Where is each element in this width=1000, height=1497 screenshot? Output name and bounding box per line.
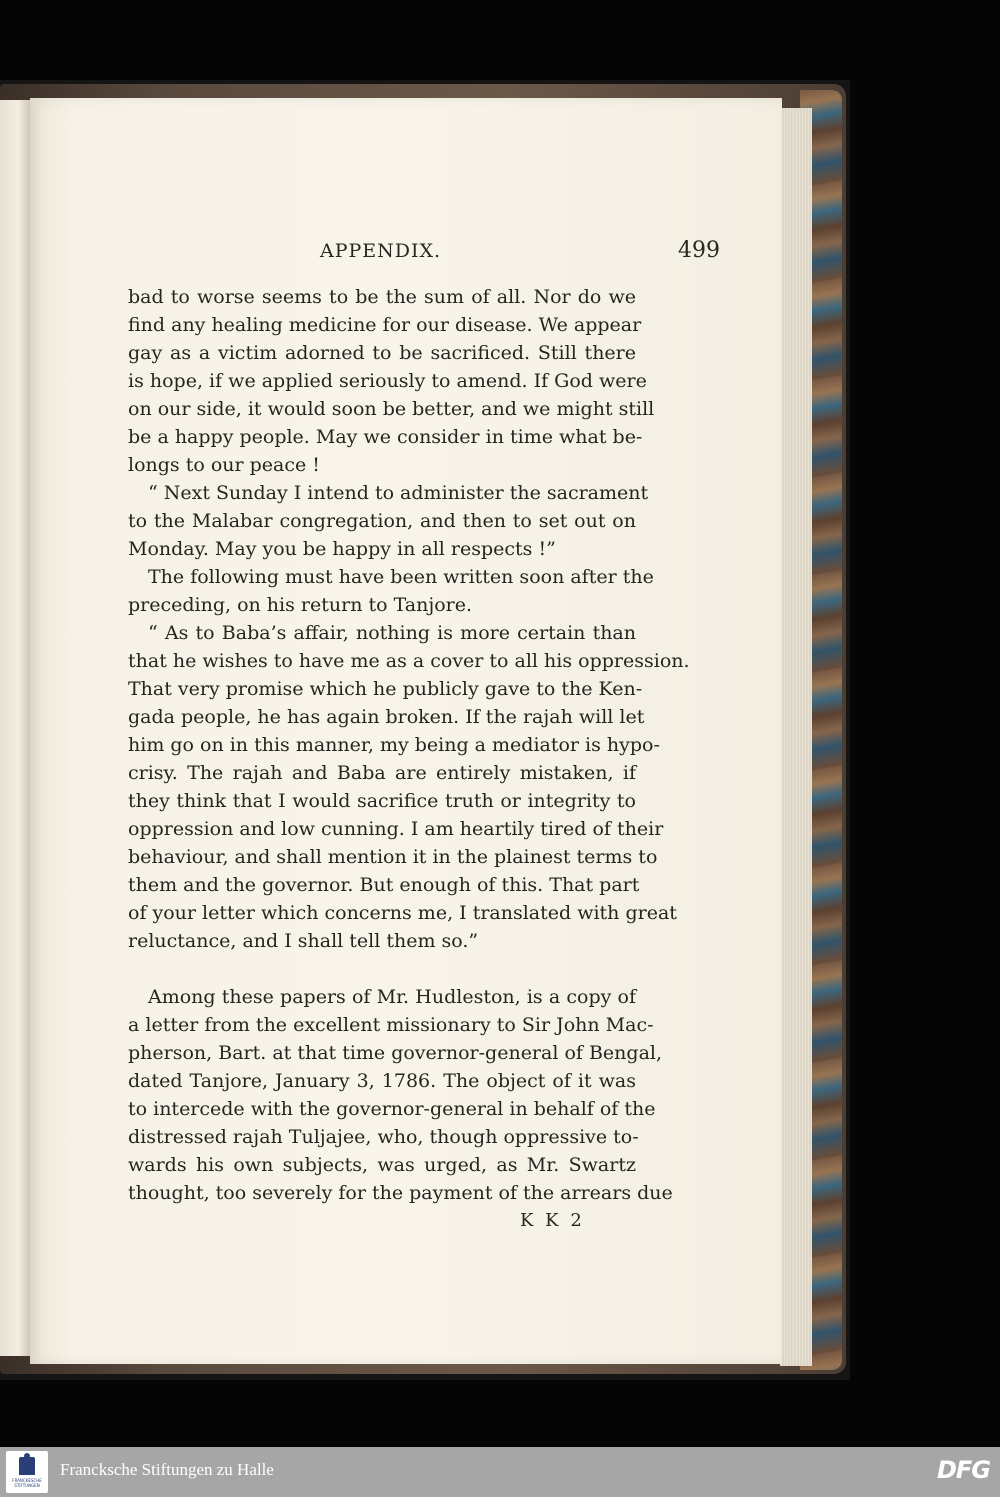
text-line: gay as a victim adorned to be sacrificed. Still there <box>128 342 636 364</box>
text-line: That very promise which he publicly gave to the Ken- <box>128 678 643 700</box>
text-line: is hope, if we applied seriously to amend. If God were <box>128 370 647 392</box>
text-line: “ As to Baba’s affair, nothing is more certain than <box>148 622 636 644</box>
text-line: be a happy people. May we consider in time what be- <box>128 426 643 448</box>
left-page-edge <box>0 100 30 1356</box>
page-edges <box>780 108 812 1366</box>
text-line: dated Tanjore, January 3, 1786. The object of it was <box>128 1070 636 1092</box>
text-line: find any healing medicine for our disease. We appear <box>128 314 642 336</box>
dfg-logo[interactable]: DFG <box>936 1456 990 1484</box>
text-line: to the Malabar congregation, and then to set out on <box>128 510 636 532</box>
text-line: longs to our peace ! <box>128 454 320 476</box>
text-line: behaviour, and shall mention it in the plainest terms to <box>128 846 658 868</box>
page-header <box>128 240 720 270</box>
running-head: APPENDIX. <box>320 240 442 262</box>
text-line: bad to worse seems to be the sum of all. Nor do we <box>128 286 636 308</box>
building-icon <box>19 1457 35 1475</box>
text-line: that he wishes to have me as a cover to all his oppression. <box>128 650 690 672</box>
page-number: 499 <box>678 238 720 263</box>
text-line: preceding, on his return to Tanjore. <box>128 594 473 616</box>
section-gap <box>128 955 636 983</box>
text-line: to intercede with the governor-general in behalf of the <box>128 1098 656 1120</box>
text-line: crisy. The rajah and Baba are entirely mistaken, if <box>128 762 636 784</box>
text-line: on our side, it would soon be better, and we might still <box>128 398 655 420</box>
text-line: they think that I would sacrifice truth or integrity to <box>128 790 636 812</box>
page-body-text <box>128 283 690 1207</box>
viewer-footer <box>0 1447 1000 1497</box>
text-line: gada people, he has again broken. If the rajah will let <box>128 706 645 728</box>
text-line: of your letter which concerns me, I translated with great <box>128 902 677 924</box>
text-line: distressed rajah Tuljajee, who, though oppressive to- <box>128 1126 639 1148</box>
text-line: The following must have been written soon after the <box>148 566 654 588</box>
text-line: oppression and low cunning. I am heartily tired of their <box>128 818 664 840</box>
text-line: him go on in this manner, my being a mediator is hypo- <box>128 734 660 756</box>
signature-mark: K K 2 <box>520 1210 585 1231</box>
text-line: “ Next Sunday I intend to administer the sacrament <box>148 482 649 504</box>
logo-text: FRANCKESCHE STIFTUNGEN <box>12 1478 42 1488</box>
francke-logo[interactable] <box>6 1451 48 1493</box>
footer-title[interactable]: Francksche Stiftungen zu Halle <box>60 1460 274 1479</box>
text-line: a letter from the excellent missionary to Sir John Mac- <box>128 1014 654 1036</box>
text-line: thought, too severely for the payment of the arrears due <box>128 1182 673 1204</box>
text-line: Among these papers of Mr. Hudleston, is a copy of <box>148 986 636 1008</box>
text-line: reluctance, and I shall tell them so.” <box>128 930 479 952</box>
text-line: Monday. May you be happy in all respects !” <box>128 538 556 560</box>
text-line: pherson, Bart. at that time governor-general of Bengal, <box>128 1042 663 1064</box>
text-line: wards his own subjects, was urged, as Mr. Swartz <box>128 1154 636 1176</box>
text-line: them and the governor. But enough of this. That part <box>128 874 640 896</box>
